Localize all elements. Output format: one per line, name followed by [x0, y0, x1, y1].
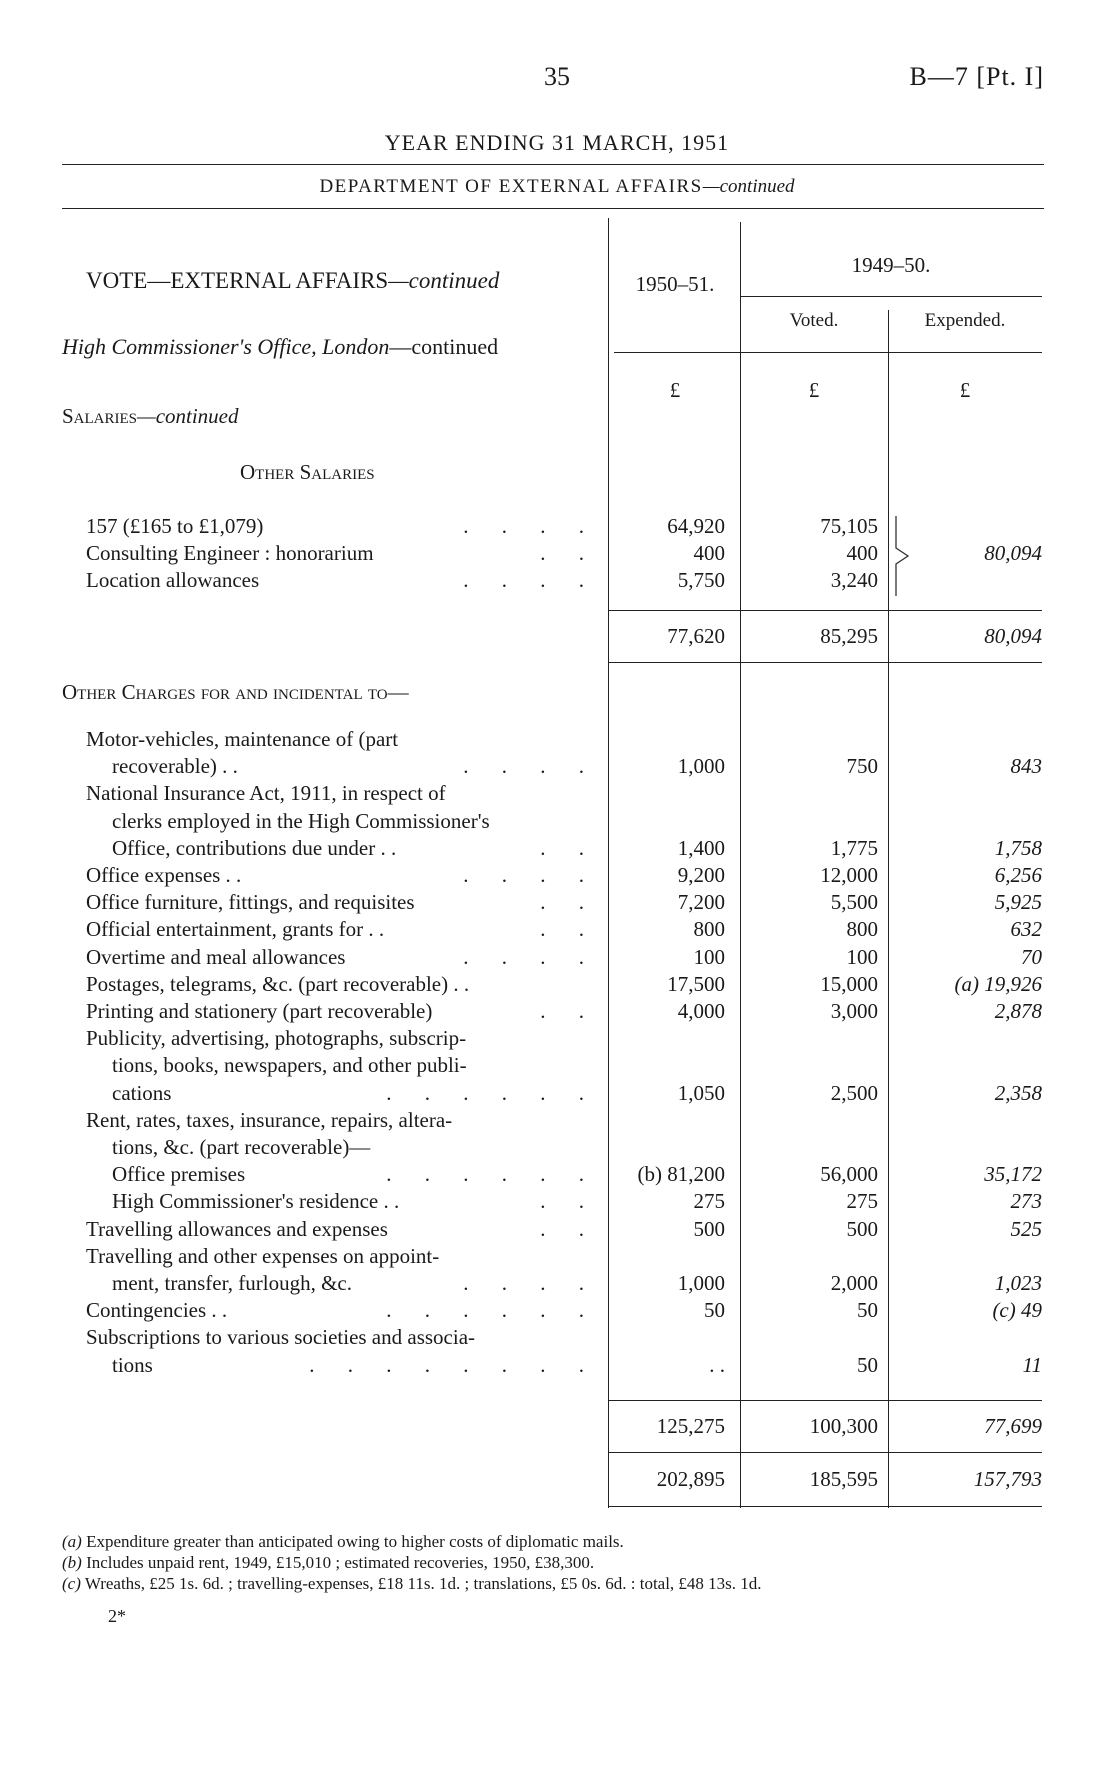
charge-label: clerks employed in the High Commissioner's: [112, 808, 490, 833]
page-number: 35: [544, 62, 570, 91]
charge-label: Subscriptions to various societies and associa-: [86, 1325, 476, 1350]
charge-1950: 1,000: [677, 1271, 725, 1295]
charge-voted: 50: [857, 1352, 878, 1377]
charge-label: National Insurance Act, 1911, in respect of: [86, 781, 446, 806]
grand-total-bottom-rule: [608, 1506, 1042, 1507]
salaries-continued: —continued: [137, 404, 239, 428]
charge-label: Travelling allowances and expenses: [86, 1216, 388, 1241]
office-continued: —continued: [389, 334, 499, 359]
leader-dots: . . . . . . . .: [309, 1352, 598, 1377]
charge-label: Publicity, advertising, photographs, subscrip-: [86, 1026, 467, 1051]
charge-line: [112, 1135, 598, 1161]
charge-label: cations: [112, 1080, 172, 1105]
salaries-total-1950: 77,620: [667, 624, 725, 648]
signature-mark: 2*: [108, 1606, 126, 1626]
col-divider-3: [888, 310, 889, 1508]
charge-expended: 5,925: [994, 890, 1042, 915]
charge-1950: 17,500: [667, 971, 725, 996]
charge-voted: 800: [846, 917, 878, 942]
charge-1950: 50: [704, 1298, 725, 1323]
other-salaries-heading: Other Salaries: [240, 460, 375, 484]
footnote-text: Includes unpaid rent, 1949, £15,010 ; estimated recoveries, 1950, £38,300.: [86, 1553, 595, 1572]
footnote-mark: (c): [62, 1574, 81, 1593]
salaries-expended-combined: 80,094: [984, 541, 1042, 565]
subheader-rule: [740, 296, 1042, 297]
charge-line: [112, 754, 598, 780]
charge-line: [112, 836, 598, 862]
office-title: [62, 334, 498, 360]
charge-1950: 1,050: [677, 1080, 725, 1105]
charge-line: [86, 1026, 598, 1052]
salaries-total-voted: 85,295: [820, 624, 878, 648]
charge-voted: 3,000: [830, 999, 878, 1023]
salary-row: [86, 514, 598, 540]
col-header-voted: Voted.: [789, 310, 839, 331]
charge-voted: 2,500: [830, 1080, 878, 1105]
charge-expended: 6,256: [994, 863, 1042, 887]
salaries-heading-text: Salaries: [62, 404, 138, 428]
charge-line: [86, 1244, 598, 1270]
salary-row: [86, 568, 598, 594]
charge-line: [86, 1298, 598, 1324]
charge-1950: 100: [693, 944, 725, 969]
charge-label: Contingencies . .: [86, 1298, 228, 1323]
footnote-mark: (b): [62, 1553, 82, 1572]
salary-1950: 64,920: [667, 514, 725, 538]
salary-voted: 400: [846, 541, 878, 565]
charge-label: High Commissioner's residence . .: [112, 1189, 400, 1214]
charge-1950: 500: [693, 1216, 725, 1241]
charge-voted: 100: [846, 944, 878, 969]
col-divider-1: [608, 218, 609, 1508]
salary-label: Location allowances: [86, 568, 260, 592]
salary-voted: 75,105: [820, 514, 878, 538]
charge-1950: 9,200: [677, 863, 725, 887]
leader-dots: . . . . . .: [386, 1080, 598, 1105]
charge-expended: 11: [1022, 1352, 1042, 1377]
charge-1950: 1,000: [677, 754, 725, 779]
charge-1950: 4,000: [677, 999, 725, 1023]
charge-label: recoverable) . .: [112, 754, 238, 779]
grand-total-voted: 185,595: [809, 1467, 878, 1491]
charge-line: [86, 781, 598, 807]
leader-dots: . . . .: [463, 944, 598, 969]
vote-title: [86, 268, 499, 294]
charge-label: Office expenses . .: [86, 863, 242, 887]
salary-label: 157 (£165 to £1,079): [86, 514, 264, 538]
footnote-text: Expenditure greater than anticipated owing to higher costs of diplomatic mails.: [86, 1532, 624, 1551]
charge-label: Office premises: [112, 1162, 246, 1187]
salaries-total-expended: 80,094: [984, 624, 1042, 648]
department-title: [0, 176, 1114, 198]
charge-label: tions: [112, 1352, 153, 1377]
charge-line: [86, 1217, 598, 1243]
salary-voted: 3,240: [830, 568, 878, 592]
col-header-1949: 1949–50.: [851, 253, 931, 277]
charge-line: [86, 972, 598, 998]
charge-line: [86, 945, 598, 971]
footnote-a: [62, 1532, 624, 1552]
charge-label: Office furniture, fittings, and requisites: [86, 890, 415, 915]
salary-1950: 5,750: [677, 568, 725, 592]
leader-dots: . . . .: [463, 863, 598, 887]
charge-line: [86, 863, 598, 889]
charge-1950: 7,200: [677, 890, 725, 915]
charge-1950: . .: [709, 1352, 725, 1377]
charge-label: tions, &c. (part recoverable)—: [112, 1135, 371, 1159]
charge-line: [86, 1108, 598, 1134]
charge-line: [112, 1162, 598, 1188]
charge-expended: 70: [1021, 944, 1042, 969]
grand-total-top-rule: [608, 1452, 1042, 1453]
vote-continued: —continued: [388, 268, 500, 293]
leader-dots: . . . .: [463, 514, 598, 538]
charge-line: [112, 809, 598, 835]
charge-voted: 2,000: [830, 1271, 878, 1295]
leader-dots: . . . .: [463, 1271, 598, 1295]
charge-expended: 1,023: [994, 1271, 1042, 1295]
col-header-1950: 1950–51.: [635, 272, 715, 296]
charge-voted: 15,000: [820, 971, 878, 996]
charge-1950: 800: [693, 917, 725, 942]
header-rule-bottom: [62, 208, 1044, 209]
charge-expended: 2,878: [994, 999, 1042, 1023]
leader-dots: . . . .: [463, 568, 598, 592]
grand-total-expended: 157,793: [973, 1467, 1042, 1491]
charge-voted: 275: [846, 1189, 878, 1214]
charge-expended: 843: [1010, 754, 1042, 779]
leader-dots: . .: [540, 1216, 598, 1241]
charge-expended: 35,172: [984, 1162, 1042, 1187]
charge-label: Official entertainment, grants for . .: [86, 917, 385, 942]
charge-expended: 1,758: [994, 835, 1042, 860]
document-code: B—7 [Pt. I]: [909, 62, 1044, 91]
charge-voted: 56,000: [820, 1162, 878, 1187]
charge-voted: 12,000: [820, 863, 878, 887]
charges-total-expended: 77,699: [984, 1414, 1042, 1438]
salaries-total-top-rule: [608, 610, 1042, 611]
col-header-expended: Expended.: [924, 310, 1006, 331]
charge-line: [86, 917, 598, 943]
charge-label: Overtime and meal allowances: [86, 944, 346, 969]
charges-total-top-rule: [608, 1400, 1042, 1401]
charge-line: [112, 1189, 598, 1215]
leader-dots: . .: [540, 541, 598, 565]
charge-line: [112, 1081, 598, 1107]
currency-voted: £: [808, 378, 820, 402]
charge-label: Rent, rates, taxes, insurance, repairs, altera-: [86, 1107, 453, 1132]
charge-line: [86, 727, 598, 753]
currency-expended: £: [959, 378, 971, 402]
charge-label: Travelling and other expenses on appoint-: [86, 1243, 440, 1268]
charge-line: [86, 1325, 598, 1351]
charge-line: [112, 1053, 598, 1079]
charge-label: ment, transfer, furlough, &c.: [112, 1271, 353, 1295]
charge-expended: 632: [1010, 917, 1042, 942]
salaries-total-bottom-rule: [608, 662, 1042, 663]
salary-label: Consulting Engineer : honorarium: [86, 541, 374, 565]
charge-1950: 275: [693, 1189, 725, 1214]
charge-expended: 2,358: [994, 1080, 1042, 1105]
header-bottom-rule: [614, 352, 1042, 353]
footnote-mark: (a): [62, 1532, 82, 1551]
charge-expended: 525: [1010, 1216, 1042, 1241]
leader-dots: . . . .: [463, 754, 598, 779]
charge-label: Printing and stationery (part recoverable): [86, 999, 433, 1023]
footnote-b: [62, 1553, 594, 1573]
footnote-text: Wreaths, £25 1s. 6d. ; travelling-expenses, £18 11s. 1d. ; translations, £5 0s. 6d. : total, £48 13s. 1d.: [84, 1574, 762, 1593]
charge-label: Motor-vehicles, maintenance of (part: [86, 727, 399, 751]
leader-dots: . .: [540, 835, 598, 860]
currency-1950: £: [669, 378, 681, 402]
charge-label: Postages, telegrams, &c. (part recoverable) . .: [86, 971, 470, 996]
leader-dots: . . . . . .: [386, 1162, 598, 1187]
charge-1950: (b) 81,200: [637, 1162, 725, 1187]
charge-label: Office, contributions due under . .: [112, 835, 397, 860]
charge-voted: 750: [846, 754, 878, 779]
charge-voted: 5,500: [830, 890, 878, 915]
charge-voted: 1,775: [830, 835, 878, 860]
charges-total-voted: 100,300: [809, 1414, 878, 1438]
leader-dots: . .: [540, 1189, 598, 1214]
charge-expended: (a) 19,926: [954, 971, 1042, 996]
charge-line: [86, 999, 598, 1025]
leader-dots: . .: [540, 890, 598, 915]
vote-name: VOTE—EXTERNAL AFFAIRS: [86, 268, 389, 293]
footnote-c: [62, 1574, 762, 1594]
leader-dots: . .: [540, 917, 598, 942]
leader-dots: . . . . . .: [386, 1298, 598, 1323]
charge-line: [112, 1271, 598, 1297]
leader-dots: . .: [540, 999, 598, 1023]
header-rule-top: [62, 164, 1044, 165]
charge-voted: 500: [846, 1216, 878, 1241]
department-continued: —continued: [702, 176, 795, 197]
col-divider-2: [740, 222, 741, 1508]
other-charges-heading: Other Charges for and incidental to—: [62, 680, 409, 704]
salary-1950: 400: [693, 541, 725, 565]
charges-total-1950: 125,275: [656, 1414, 725, 1438]
charge-expended: 273: [1010, 1189, 1042, 1214]
charge-expended: (c) 49: [992, 1298, 1042, 1323]
charge-label: tions, books, newspapers, and other publi-: [112, 1053, 467, 1078]
department-name: DEPARTMENT OF EXTERNAL AFFAIRS: [319, 176, 703, 197]
salary-row: [86, 541, 598, 567]
grand-total-1950: 202,895: [656, 1467, 725, 1491]
salaries-heading: [62, 404, 239, 429]
charge-voted: 50: [857, 1298, 878, 1323]
charge-line: [112, 1353, 598, 1379]
year-title: YEAR ENDING 31 MARCH, 1951: [384, 130, 730, 155]
charge-line: [86, 890, 598, 916]
charge-1950: 1,400: [677, 835, 725, 860]
office-name: High Commissioner's Office, London: [62, 334, 390, 359]
